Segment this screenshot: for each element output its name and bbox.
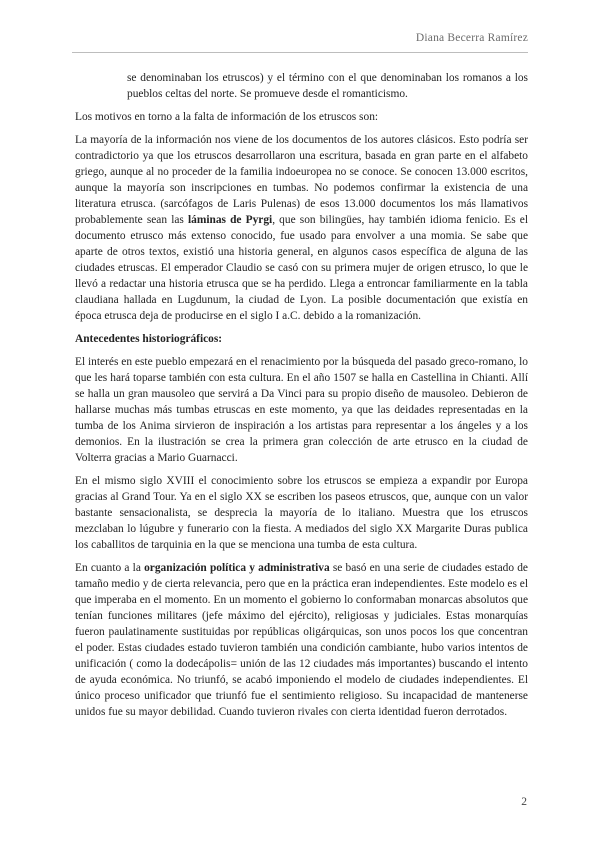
document-body [75,70,528,727]
text-run: En cuanto a la [75,562,145,574]
text-run: La mayoría de la información nos viene de los documentos de los autores clásicos. Esto podría ser contradictorio ya que los etruscos desarrollaron una escritura, basada en gran parte en el alfabeto griego, aunque al no proceder de la familia indoeuropea no se conoce. Se conocen 13.000 escritos, aunque la mayoría son inscripciones en tumbas. No podemos confirmar la existencia de una literatura etrusca. (sarcófagos de Laris Pulenas) de esos 13.000 documentos los más llamativos probablemente sean las [75,134,528,226]
section-heading: Antecedentes historiográficos: [75,333,223,345]
header-divider [72,52,528,53]
intro-line: Los motivos en torno a la falta de información de los etruscos son: [75,111,379,123]
page-number: 2 [521,796,527,808]
paragraph-sources [75,132,528,324]
paragraph-political-organization [75,560,528,720]
continued-paragraph: se denominaban los etruscos) y el término con el que denominaban los romanos a los pueblos celtas del norte. Se promueve desde el romanticismo. [127,72,528,100]
text-run: se basó en una serie de ciudades estado de tamaño medio y de cierta relevancia, pero que en la práctica eran independientes. Este modelo es el que imperaba en el momento. En un momento el gobierno lo conformaban monarcas absolutos que tenían funciones militares (jefe máximo del ejército), religiosas y judiciales. Estas monarquías fueron paulatinamente sustituidas por repúblicas oligárquicas, son unos pocos los que concentran el poder. Estas ciudades estado tuvieron también una condición cambiante, hubo varios intentos de unificación ( como la dodecápolis= unión de las 12 ciudades más importantes) buscando el intento de ayuda económica. No triunfó, se acabó imponiendo el modelo de ciudades independientes. El único proceso unificador que triunfó fue el sentimiento religioso. Su incapacidad de mantenerse unidos fue su mayor debilidad. Cuando tuvieron rivales con cierta identidad fueron derrotados. [75,562,528,718]
bold-term-pyrgi: láminas de Pyrgi [187,214,273,226]
paragraph-renaissance: El interés en este pueblo empezará en el renacimiento por la búsqueda del pasado greco-romano, lo que les hará toparse también con esta cultura. En el año 1507 se halla en Castellina in Chianti. Allí se halla un gran mausoleo que servirá a Da Vinci para su propio diseño de mausoleo. Debieron de hallarse muchas más tumbas etruscas en este momento, ya que las deidades representadas en la tumba de los Anima sirvieron de inspiración a los artistas para representar a los ángeles y a los demonios. En la ilustración se crea la primera gran colección de arte etrusco en la ciudad de Volterra gracias a Mario Guarnacci. [75,356,528,464]
header-author: Diana Becerra Ramírez [415,32,528,44]
paragraph-xviii-century: En el mismo siglo XVIII el conocimiento sobre los etruscos se empieza a expandir por Europa gracias al Grand Tour. Ya en el siglo XX se escriben los paseos etruscos, que, aunque con un valor bastante sensacionalista, se desprecia la mayoría de lo italiano. Muestra que los etruscos mezclaban lo lúgubre y funerario con la fiesta. A mediados del siglo XX Margarite Duras publica los caballitos de tarquinia en la que se menciona una tumba de esta cultura. [75,475,528,551]
bold-term-organization: organización política y administrativa [144,562,330,574]
text-run: , que son bilingües, hay también idioma fenicio. Es el documento etrusco más extenso conocido, fue usado para envolver a una momia. Se sabe que aparte de otros textos, existió una historia general, en algunos casos específica de alguna de las ciudades etruscas. El emperador Claudio se casó con su primera mujer de origen etrusco, lo que le llevó a redactar una historia etrusca que se ha perdido. Llega a entroncar familiarmente en la tabla claudiana hallada en Lugdunum, la ciudad de Lyon. La posible documentación que existía en época etrusca deja de producirse en el siglo I a.C. debido a la romanización. [75,214,528,322]
